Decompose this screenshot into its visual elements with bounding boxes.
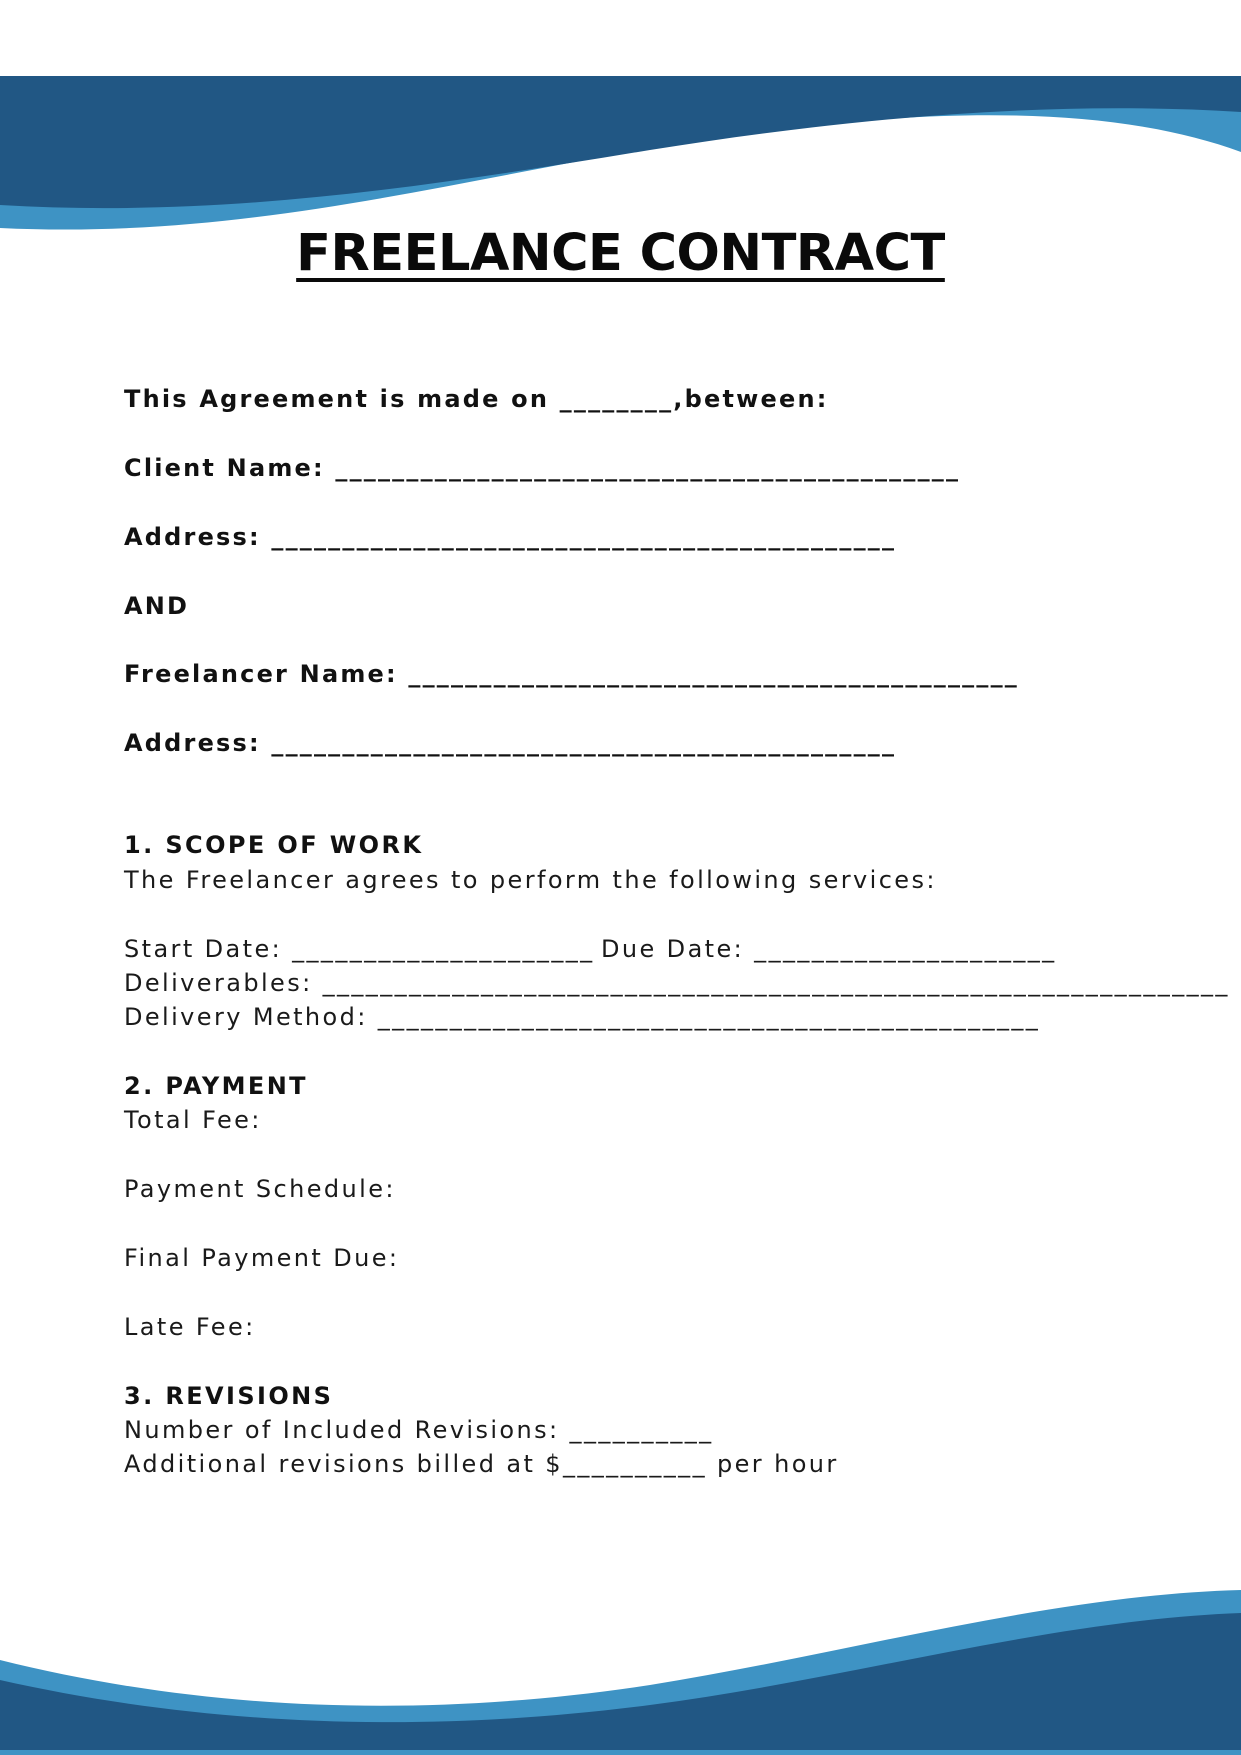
bottom-wave-dark-band	[0, 1613, 1241, 1750]
client-address-field: Address: ____________________________________________	[124, 523, 897, 551]
document-title: FREELANCE CONTRACT	[296, 224, 945, 283]
due-date-field: Due Date: _____________________	[601, 935, 1057, 963]
final-payment-due-label: Final Payment Due:	[124, 1244, 400, 1272]
payment-schedule-label: Payment Schedule:	[124, 1175, 396, 1203]
late-fee-label: Late Fee:	[124, 1313, 256, 1341]
bottom-wave-decoration	[0, 1575, 1241, 1755]
revisions-heading: 3. REVISIONS	[124, 1382, 334, 1410]
additional-revisions-rate-field: Additional revisions billed at $__________ per hour	[124, 1450, 839, 1478]
top-wave-dark-band	[0, 76, 1241, 208]
freelancer-address-field: Address: ____________________________________________	[124, 729, 897, 757]
client-name-field: Client Name: ____________________________________________	[124, 454, 961, 482]
included-revisions-field: Number of Included Revisions: __________	[124, 1416, 714, 1444]
and-label: AND	[124, 592, 190, 620]
delivery-method-field: Delivery Method: ______________________________________________	[124, 1003, 1041, 1031]
total-fee-label: Total Fee:	[124, 1106, 262, 1134]
agreement-date-line: This Agreement is made on ________,between:	[124, 385, 829, 413]
freelancer-name-field: Freelancer Name: ___________________________________________	[124, 660, 1019, 688]
scope-intro: The Freelancer agrees to perform the following services:	[124, 866, 937, 894]
top-wave-decoration	[0, 0, 1241, 240]
start-date-field: Start Date: _____________________	[124, 935, 595, 963]
deliverables-field: Deliverables: _______________________________________________________________	[124, 969, 1230, 997]
scope-heading: 1. SCOPE OF WORK	[124, 831, 424, 859]
payment-heading: 2. PAYMENT	[124, 1072, 308, 1100]
